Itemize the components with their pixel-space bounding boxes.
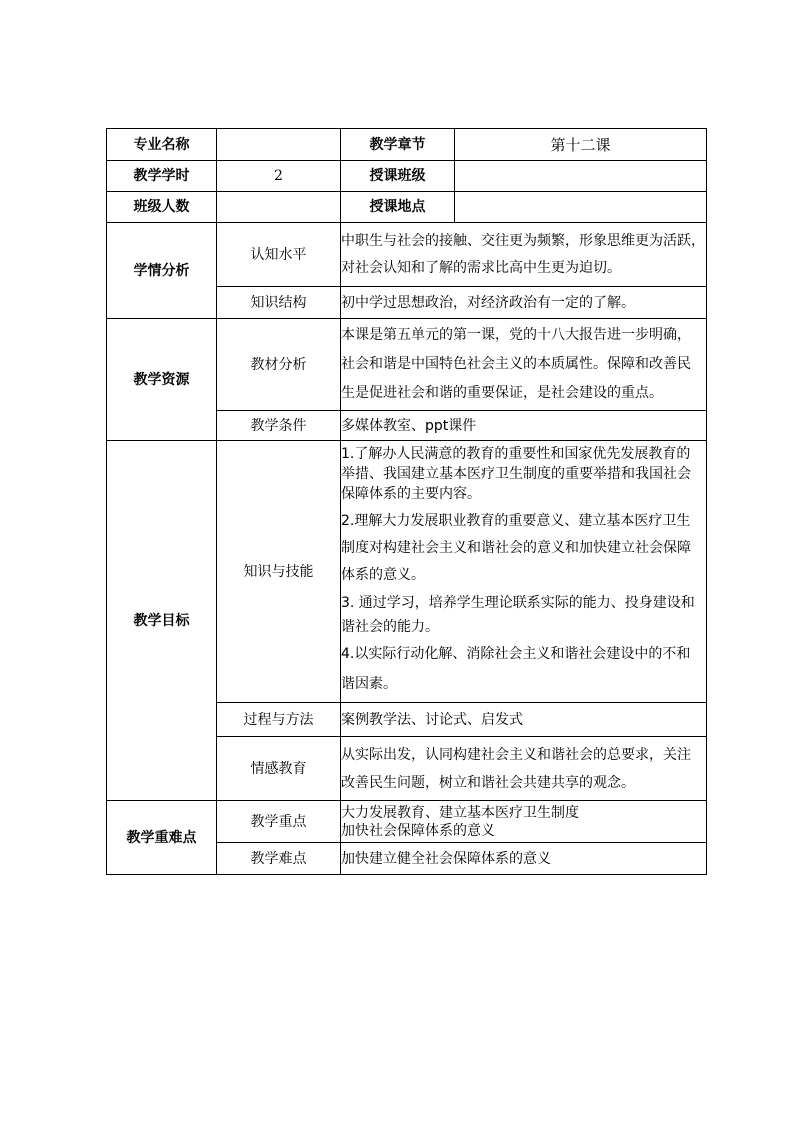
hours-value: 2 — [217, 161, 341, 192]
conditions-label: 教学条件 — [217, 411, 341, 441]
skills-paragraph-2 — [341, 508, 706, 589]
major-label: 专业名称 — [107, 129, 217, 161]
focus-line-1: 大力发展教育、建立基本医疗卫生制度 — [341, 804, 579, 821]
location-value — [455, 192, 707, 223]
cognition-text — [341, 223, 707, 287]
cognition-label: 认知水平 — [217, 223, 341, 287]
hours-label: 教学学时 — [107, 161, 217, 192]
textbook-line-2: 社会和谐是中国特色社会主义的本质属性。保障和改善民 — [341, 356, 691, 372]
emotion-line-1: 从实际出发，认同构建社会主义和谐社会的总要求，关注 — [341, 746, 691, 763]
location-label: 授课地点 — [341, 192, 455, 223]
lesson-plan-table — [106, 128, 707, 875]
skills-p4-line-2: 谐因素。 — [341, 676, 397, 692]
skills-paragraph-3 — [341, 591, 706, 639]
conditions-text: 多媒体教室、ppt课件 — [341, 411, 707, 441]
cognition-line-2: 对社会认知和了解的需求比高中生更为迫切。 — [341, 259, 621, 276]
skills-paragraph-1 — [341, 444, 706, 504]
focus-text — [341, 801, 707, 843]
process-label: 过程与方法 — [217, 703, 341, 737]
difficulty-label: 教学难点 — [217, 843, 341, 875]
skills-p4-line-1: 4.以实际行动化解、消除社会主义和谐社会建设中的不和 — [341, 646, 691, 662]
emotion-text — [341, 737, 707, 801]
textbook-line-1: 本课是第五单元的第一课，党的十八大报告进一步明确， — [341, 327, 691, 343]
skills-p3-line-1: 3. 通过学习，培养学生理论联系实际的能力、投身建设和 — [341, 595, 695, 611]
row-textbook — [107, 319, 707, 411]
student-analysis-label: 学情分析 — [107, 223, 217, 319]
skills-p1-line-1: 1.了解办人民满意的教育的重要性和国家优先发展教育的 — [341, 446, 691, 462]
process-text: 案例教学法、讨论式、启发式 — [341, 703, 707, 737]
row-count — [107, 192, 707, 223]
emotion-line-2: 改善民生问题，树立和谐社会共建共享的观念。 — [341, 774, 635, 791]
focus-label: 教学重点 — [217, 801, 341, 843]
skills-p2-line-1: 2.理解大力发展职业教育的重要意义、建立基本医疗卫生 — [341, 513, 691, 529]
textbook-label: 教材分析 — [217, 319, 341, 411]
row-cognition — [107, 223, 707, 287]
skills-label: 知识与技能 — [217, 441, 341, 703]
difficulty-text: 加快建立健全社会保障体系的意义 — [341, 843, 707, 875]
count-value — [217, 192, 341, 223]
textbook-text — [341, 319, 707, 411]
skills-p1-line-2: 举措、我国建立基本医疗卫生制度的重要举措和我国社会 — [341, 466, 691, 482]
teaching-resources-label: 教学资源 — [107, 319, 217, 441]
major-value — [217, 129, 341, 161]
cognition-line-1: 中职生与社会的接触、交往更为频繁，形象思维更为活跃， — [341, 232, 705, 249]
focus-line-2: 加快社会保障体系的意义 — [341, 822, 495, 839]
emotion-label: 情感教育 — [217, 737, 341, 801]
knowledge-label: 知识结构 — [217, 287, 341, 319]
count-label: 班级人数 — [107, 192, 217, 223]
skills-p2-line-2: 制度对构建社会主义和谐社会的意义和加快建立社会保障 — [341, 540, 691, 556]
class-label: 授课班级 — [341, 161, 455, 192]
row-hours — [107, 161, 707, 192]
skills-p2-line-3: 体系的意义。 — [341, 567, 425, 583]
row-major — [107, 129, 707, 161]
teaching-goals-label: 教学目标 — [107, 441, 217, 801]
skills-paragraph-4 — [341, 639, 706, 699]
class-value — [455, 161, 707, 192]
skills-text — [341, 441, 707, 703]
row-skills — [107, 441, 707, 703]
knowledge-text: 初中学过思想政治，对经济政治有一定的了解。 — [341, 287, 707, 319]
skills-p3-line-2: 谐社会的能力。 — [341, 619, 439, 635]
chapter-value: 第十二课 — [455, 129, 707, 161]
row-focus — [107, 801, 707, 843]
chapter-label: 教学章节 — [341, 129, 455, 161]
skills-p1-line-3: 保障体系的主要内容。 — [341, 486, 481, 502]
key-points-label: 教学重难点 — [107, 801, 217, 875]
textbook-line-3: 生是促进社会和谐的重要保证，是社会建设的重点。 — [341, 385, 663, 401]
